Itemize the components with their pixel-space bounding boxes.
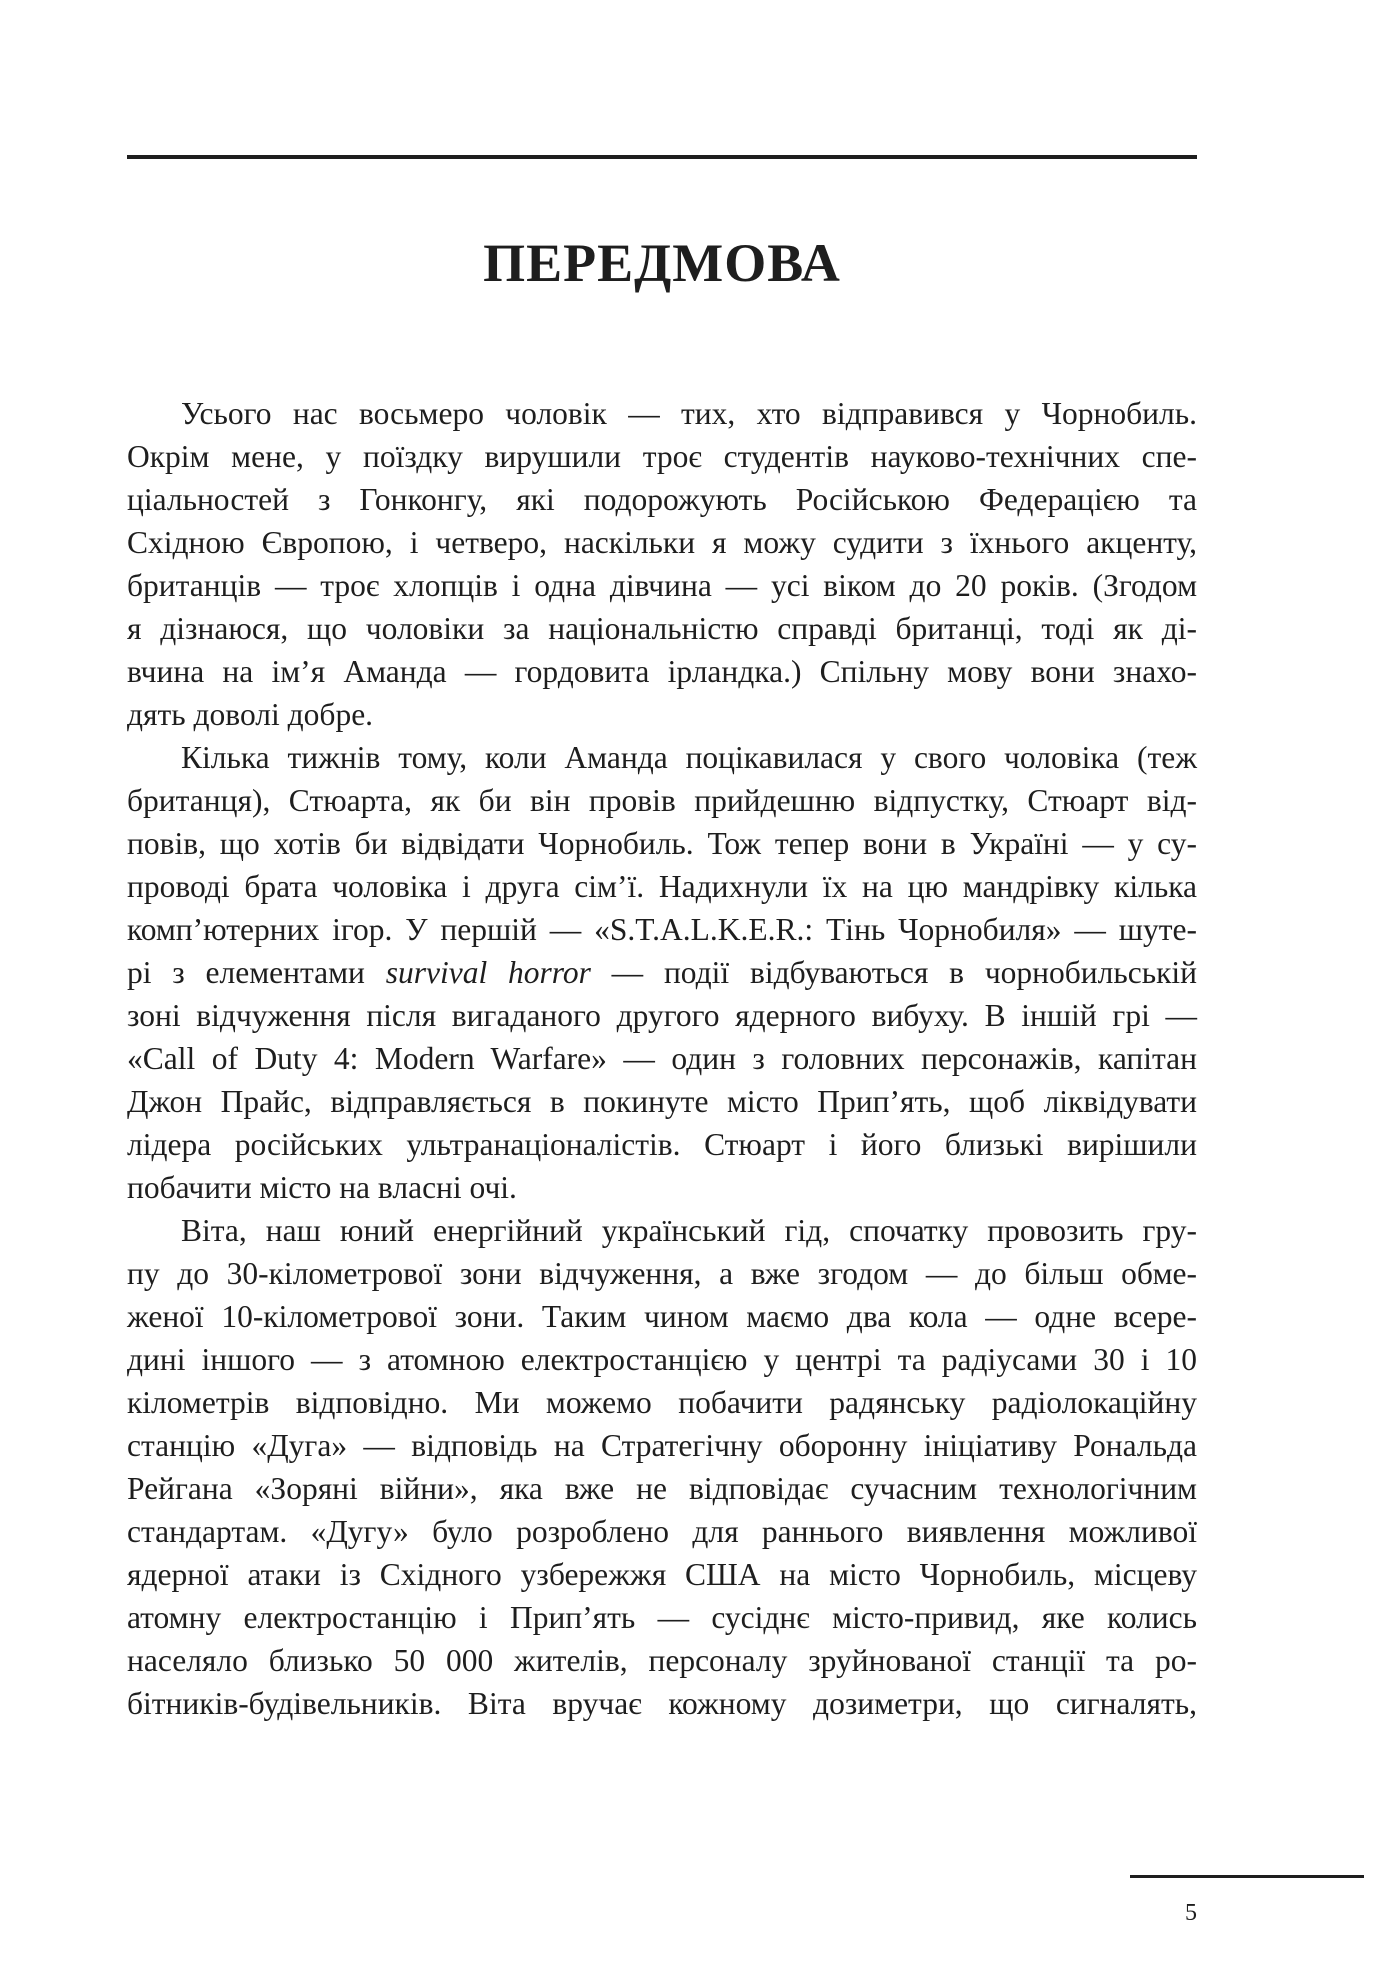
text-line: Окрім мене, у поїздку вирушили троє студентів науково-технічних спе-	[127, 439, 1197, 474]
text-segment: — події відбуваються в чорнобильській	[590, 955, 1198, 990]
text-line: Усього нас восьмеро чоловік — тих, хто відправився у Чорнобиль.	[181, 396, 1197, 431]
text-line: ядерної атаки із Східного узбережжя США на місто Чорнобиль, місцеву	[127, 1557, 1197, 1592]
text-line: проводі брата чоловіка і друга сім’ї. Надихнули їх на цю мандрівку кілька	[127, 869, 1197, 904]
text-line: Рейгана «Зоряні війни», яка вже не відповідає сучасним технологічним	[127, 1471, 1197, 1506]
text-line: дять доволі добре.	[127, 697, 374, 732]
top-rule	[127, 155, 1197, 159]
page-number: 5	[1185, 1900, 1197, 1926]
text-line: я дізнаюся, що чоловіки за національністю справді британці, тоді як ді-	[127, 611, 1197, 646]
footer-rule	[1130, 1875, 1364, 1878]
body-text	[127, 392, 1197, 1725]
text-line: кілометрів відповідно. Ми можемо побачити радянську радіолокаційну	[127, 1385, 1197, 1420]
text-segment: рі з елементами	[127, 955, 386, 990]
text-line: вчина на ім’я Аманда — гордовита ірландка.) Спільну мову вони знахо-	[127, 654, 1197, 689]
text-line: Східною Європою, і четверо, наскільки я можу судити з їхнього акценту,	[127, 525, 1197, 560]
text-line: атомну електростанцію і Прип’ять — сусіднє місто-привид, яке колись	[127, 1600, 1197, 1635]
text-line: пу до 30-кілометрової зони відчуження, а вже згодом — до більш обме-	[127, 1256, 1197, 1291]
text-line: комп’ютерних ігор. У першій — «S.T.A.L.K.E.R.: Тінь Чорнобиля» — шуте-	[127, 912, 1197, 947]
italic-term: survival horror	[385, 955, 591, 990]
text-line: бітників-будівельників. Віта вручає кожному дозиметри, що сигналять,	[127, 1686, 1197, 1721]
text-line: Кілька тижнів тому, коли Аманда поцікавилася у свого чоловіка (теж	[181, 740, 1197, 775]
text-line: ціальностей з Гонконгу, які подорожують Російською Федерацією та	[127, 482, 1197, 517]
text-line: побачити місто на власні очі.	[127, 1170, 517, 1205]
text-line: населяло близько 50 000 жителів, персоналу зруйнованої станції та ро-	[127, 1643, 1197, 1678]
text-line: Віта, наш юний енергійний український гід, спочатку провозить гру-	[181, 1213, 1197, 1248]
page-title: ПЕРЕДМОВА	[483, 233, 841, 293]
text-line: повів, що хотів би відвідати Чорнобиль. Тож тепер вони в Україні — у су-	[127, 826, 1197, 861]
text-line: британця), Стюарта, як би він провів прийдешню відпустку, Стюарт від-	[127, 783, 1197, 818]
text-line: Джон Прайс, відправляється в покинуте місто Прип’ять, щоб ліквідувати	[127, 1084, 1197, 1119]
text-line: станцію «Дуга» — відповідь на Стратегічну оборонну ініціативу Рональда	[127, 1428, 1197, 1463]
text-line: женої 10-кілометрової зони. Таким чином маємо два кола — одне всере-	[127, 1299, 1197, 1334]
text-line: «Call of Duty 4: Modern Warfare» — один з головних персонажів, капітан	[127, 1041, 1197, 1076]
text-line: стандартам. «Дугу» було розроблено для раннього виявлення можливої	[127, 1514, 1197, 1549]
text-line: лідера російських ультранаціоналістів. Стюарт і його близькі вирішили	[127, 1127, 1197, 1162]
text-line-mixed	[127, 951, 1197, 994]
text-line: дині іншого — з атомною електростанцією у центрі та радіусами 30 і 10	[127, 1342, 1197, 1377]
text-line: зоні відчуження після вигаданого другого ядерного вибуху. В іншій грі —	[127, 998, 1197, 1033]
text-line: британців — троє хлопців і одна дівчина — усі віком до 20 років. (Згодом	[127, 568, 1197, 603]
